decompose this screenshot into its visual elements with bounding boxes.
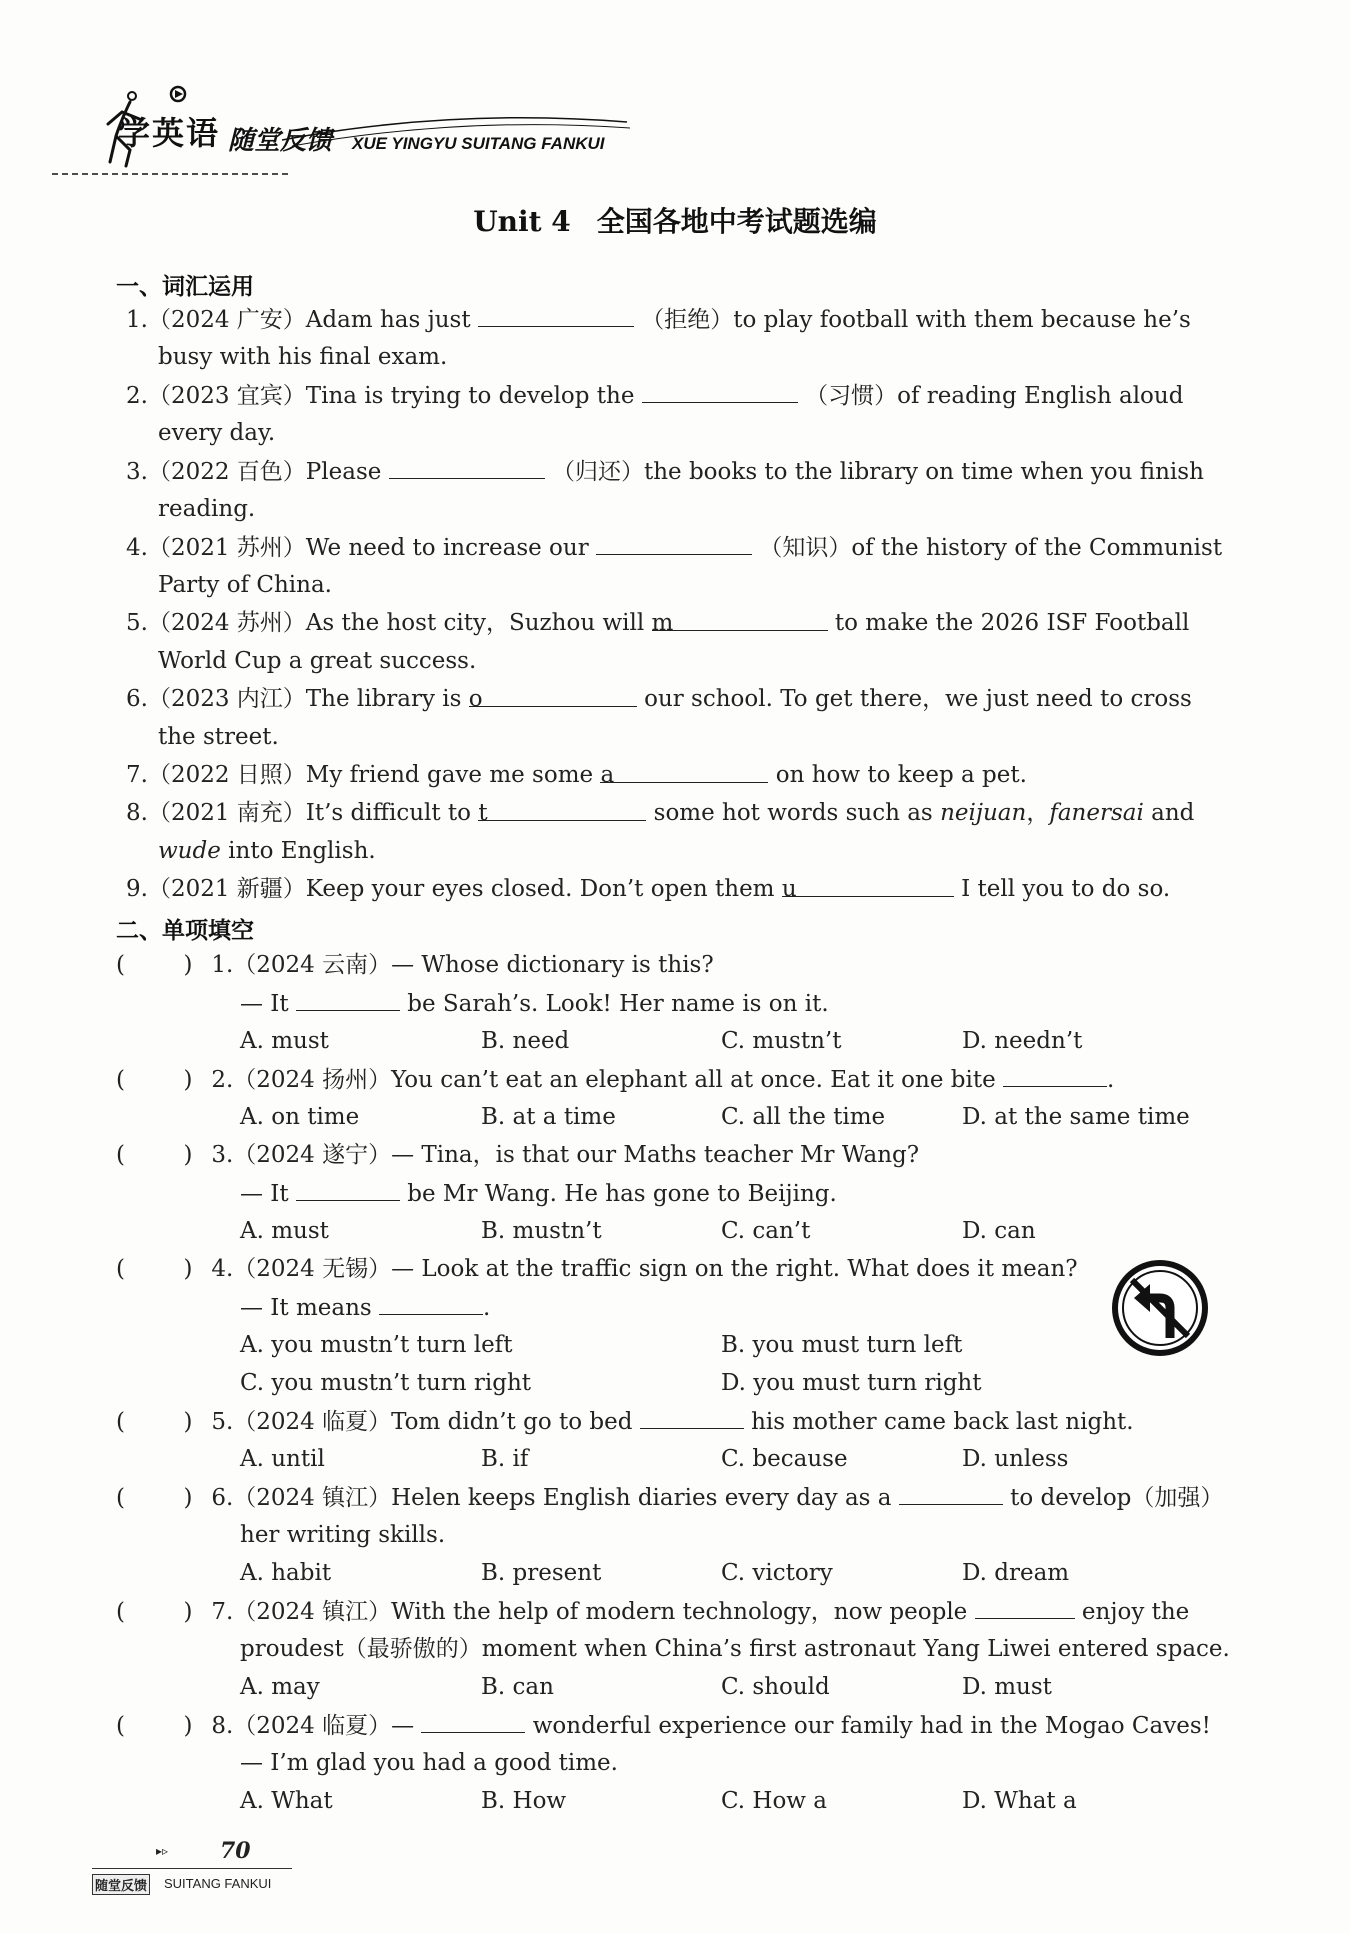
answer-blank[interactable]	[640, 1406, 744, 1429]
brand-pinyin: XUE YINGYU SUITANG FANKUI	[352, 134, 605, 153]
answer-bracket[interactable]: ( )	[116, 1713, 193, 1739]
first-letter-hint: a	[600, 762, 615, 788]
answer-bracket[interactable]: ( )	[116, 1256, 193, 1282]
first-letter-hint: o	[468, 686, 483, 712]
mc-question-7: ( ) 7.（2024 镇江）With the help of modern technology，now people enjoy the	[116, 1596, 1189, 1627]
vocab-question-8-cont: wude into English.	[158, 838, 376, 864]
option-c[interactable]: C. because	[721, 1446, 848, 1472]
answer-blank[interactable]	[642, 380, 798, 403]
answer-blank[interactable]	[600, 760, 768, 788]
page-footer	[92, 1836, 312, 1906]
option-a[interactable]: A. must	[240, 1218, 329, 1244]
answer-bracket[interactable]: ( )	[116, 1485, 193, 1511]
answer-bracket[interactable]: ( )	[116, 1067, 193, 1093]
page-header	[52, 78, 652, 178]
answer-bracket[interactable]: ( )	[116, 1142, 193, 1168]
answer-blank[interactable]	[975, 1596, 1075, 1619]
vocab-question-2: 2.（2023 宜宾）Tina is trying to develop the （习惯）of reading English aloud	[126, 380, 1183, 411]
option-b[interactable]: B. if	[481, 1446, 529, 1472]
option-a[interactable]: A. may	[240, 1674, 320, 1700]
first-letter-hint: u	[781, 876, 797, 902]
title-text: 全国各地中考试题选编	[596, 205, 877, 238]
mc-question-3: ( ) 3.（2024 遂宁）— Tina，is that our Maths teacher Mr Wang?	[116, 1142, 920, 1168]
answer-bracket[interactable]: ( )	[116, 1599, 193, 1625]
answer-blank[interactable]	[389, 456, 545, 479]
answer-blank[interactable]	[596, 532, 752, 555]
mc-question-2: ( ) 2.（2024 扬州）You can’t eat an elephant all at once. Eat it one bite .	[116, 1064, 1114, 1095]
option-b[interactable]: B. at a time	[481, 1104, 616, 1130]
option-b[interactable]: B. you must turn left	[721, 1332, 963, 1358]
first-letter-hint: t	[478, 800, 488, 826]
no-left-turn-sign-icon	[1110, 1258, 1210, 1358]
unit-label: Unit 4	[473, 205, 571, 238]
answer-blank[interactable]	[899, 1482, 1003, 1505]
vocab-question-6: 6.（2023 内江）The library is o our school. To get there，we just need to cross	[126, 686, 1192, 712]
brand-chinese-script: 随堂反馈	[228, 126, 333, 156]
first-letter-hint: m	[651, 610, 674, 636]
vocab-question-6-cont: the street.	[158, 724, 279, 750]
option-d[interactable]: D. you must turn right	[721, 1370, 982, 1396]
option-a[interactable]: A. must	[240, 1028, 329, 1054]
section-heading-vocabulary: 一、词汇运用	[116, 274, 254, 300]
vocab-question-5: 5.（2024 苏州）As the host city，Suzhou will m to make the 2026 ISF Football	[126, 610, 1190, 636]
option-c[interactable]: C. mustn’t	[721, 1028, 842, 1054]
mc-question-4: ( ) 4.（2024 无锡）— Look at the traffic sign on the right. What does it mean?	[116, 1256, 1078, 1282]
section-heading-single-choice: 二、单项填空	[116, 918, 254, 944]
answer-blank[interactable]	[1003, 1064, 1107, 1087]
answer-blank[interactable]	[379, 1292, 483, 1315]
page-number: 70	[220, 1838, 251, 1864]
footer-label-box: 随堂反馈	[92, 1874, 150, 1895]
vocab-question-4-cont: Party of China.	[158, 572, 332, 598]
brand-chinese: 学英语	[118, 114, 221, 152]
vocab-question-3-cont: reading.	[158, 496, 256, 522]
mc-question-8: ( ) 8.（2024 临夏）— wonderful experience our family had in the Mogao Caves!	[116, 1710, 1211, 1741]
option-d[interactable]: D. can	[962, 1218, 1036, 1244]
vocab-question-2-cont: every day.	[158, 420, 276, 446]
answer-blank[interactable]	[421, 1710, 525, 1733]
vocab-question-9: 9.（2021 新疆）Keep your eyes closed. Don’t open them u I tell you to do so.	[126, 876, 1171, 902]
option-a[interactable]: A. on time	[240, 1104, 360, 1130]
option-b[interactable]: B. How	[481, 1788, 567, 1814]
answer-blank[interactable]	[478, 798, 646, 826]
answer-blank[interactable]	[781, 874, 954, 902]
page-title	[0, 200, 1350, 240]
vocab-question-8: 8.（2021 南充）It’s difficult to t some hot words such as neijuan，fanersai and	[126, 800, 1195, 826]
option-c[interactable]: C. can’t	[721, 1218, 811, 1244]
mc-question-4-line2: — It means .	[240, 1292, 490, 1323]
answer-blank[interactable]	[651, 608, 828, 636]
mc-question-3-line2: — It be Mr Wang. He has gone to Beijing.	[240, 1178, 837, 1209]
option-b[interactable]: B. mustn’t	[481, 1218, 602, 1244]
option-c[interactable]: C. should	[721, 1674, 830, 1700]
vocab-question-7: 7.（2022 日照）My friend gave me some a on how to keep a pet.	[126, 762, 1027, 788]
answer-blank[interactable]	[296, 988, 400, 1011]
mc-question-8-cont: — I’m glad you had a good time.	[240, 1750, 618, 1776]
option-a[interactable]: A. habit	[240, 1560, 332, 1586]
option-b[interactable]: B. can	[481, 1674, 554, 1700]
option-a[interactable]: A. until	[240, 1446, 325, 1472]
mc-question-5: ( ) 5.（2024 临夏）Tom didn’t go to bed his mother came back last night.	[116, 1406, 1134, 1437]
option-c[interactable]: C. you mustn’t turn right	[240, 1370, 532, 1396]
option-d[interactable]: D. needn’t	[962, 1028, 1083, 1054]
option-d[interactable]: D. dream	[962, 1560, 1070, 1586]
option-b[interactable]: B. present	[481, 1560, 602, 1586]
option-b[interactable]: B. need	[481, 1028, 570, 1054]
option-d[interactable]: D. What a	[962, 1788, 1077, 1814]
option-c[interactable]: C. How a	[721, 1788, 828, 1814]
vocab-question-4: 4.（2021 苏州）We need to increase our （知识）of the history of the Communist	[126, 532, 1222, 563]
option-c[interactable]: C. all the time	[721, 1104, 886, 1130]
mc-question-6: ( ) 6.（2024 镇江）Helen keeps English diaries every day as a to develop（加强）	[116, 1482, 1223, 1513]
option-d[interactable]: D. at the same time	[962, 1104, 1190, 1130]
vocab-question-5-cont: World Cup a great success.	[158, 648, 477, 674]
answer-blank[interactable]	[296, 1178, 400, 1201]
vocab-question-3: 3.（2022 百色）Please （归还）the books to the library on time when you finish	[126, 456, 1204, 487]
mc-question-6-cont: her writing skills.	[240, 1522, 446, 1548]
answer-blank[interactable]	[478, 304, 634, 327]
answer-bracket[interactable]: ( )	[116, 952, 193, 978]
option-a[interactable]: A. What	[240, 1788, 333, 1814]
mc-question-7-cont: proudest（最骄傲的）moment when China’s first astronaut Yang Liwei entered space.	[240, 1636, 1230, 1662]
option-c[interactable]: C. victory	[721, 1560, 833, 1586]
footer-label-english: SUITANG FANKUI	[164, 1876, 272, 1891]
vocab-question-1: 1.（2024 广安）Adam has just （拒绝）to play football with them because he’s	[126, 304, 1191, 335]
arrow-icon: ▸▹	[156, 1844, 169, 1858]
footer-divider	[92, 1868, 292, 1869]
mc-question-1-line2: — It be Sarah’s. Look! Her name is on it.	[240, 988, 829, 1019]
vocab-question-1-cont: busy with his final exam.	[158, 344, 448, 370]
answer-bracket[interactable]: ( )	[116, 1409, 193, 1435]
mc-question-1: ( ) 1.（2024 云南）— Whose dictionary is this?	[116, 952, 714, 978]
answer-blank[interactable]	[468, 684, 637, 712]
option-d[interactable]: D. must	[962, 1674, 1052, 1700]
option-d[interactable]: D. unless	[962, 1446, 1069, 1472]
option-a[interactable]: A. you mustn’t turn left	[240, 1332, 513, 1358]
